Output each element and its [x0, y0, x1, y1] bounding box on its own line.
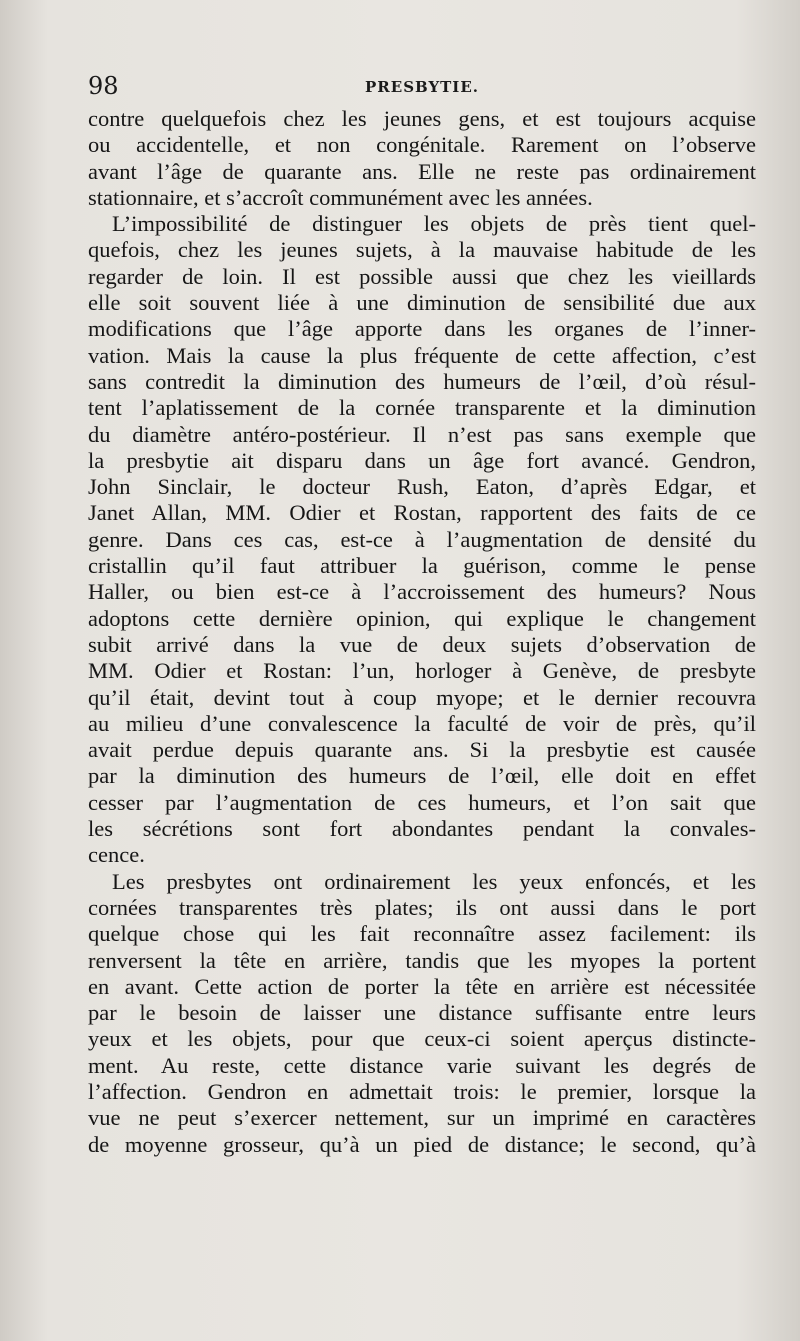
text-line: contre quelquefois chez les jeunes gens, et est toujours acquise [88, 106, 756, 131]
text-line: MM. Odier et Rostan: l’un, horloger à Genève, de presbyte [88, 658, 756, 684]
text-line: la presbytie ait disparu dans un âge fort avancé. Gendron, [88, 447, 756, 473]
running-head: PRESBYTIE. [365, 78, 479, 96]
text-line: L’impossibilité de distinguer les objets de près tient quel- [112, 211, 756, 237]
paragraph-2 [88, 211, 756, 868]
page-header [88, 70, 756, 104]
text-line: vue ne peut s’exercer nettement, sur un imprimé en caractères [88, 1105, 756, 1131]
text-line: renversent la tête en arrière, tandis que les myopes la portent [88, 947, 756, 973]
text-line: l’affection. Gendron en admettait trois: le premier, lorsque la [88, 1078, 756, 1104]
text-line: cornées transparentes très plates; ils ont aussi dans le port [88, 894, 756, 920]
text-line: Les presbytes ont ordinairement les yeux enfoncés, et les [112, 868, 756, 894]
text-line: de moyenne grosseur, qu’à un pied de distance; le second, qu’à [88, 1131, 756, 1157]
text-line: Haller, ou bien est-ce à l’accroissement des humeurs? Nous [88, 579, 756, 605]
text-line: ou accidentelle, et non congénitale. Rarement on l’observe [88, 132, 756, 158]
text-line: ment. Au reste, cette distance varie suivant les degrés de [88, 1052, 756, 1078]
text-line: cesser par l’augmentation de ces humeurs, et l’on sait que [88, 789, 756, 815]
paragraph-1 [88, 106, 756, 211]
text-line: John Sinclair, le docteur Rush, Eaton, d’après Edgar, et [88, 474, 756, 500]
text-line: les sécrétions sont fort abondantes pendant la convales- [88, 816, 756, 842]
text-line: genre. Dans ces cas, est-ce à l’augmentation de densité du [88, 526, 756, 552]
paragraph-3 [88, 869, 756, 1158]
text-line: modifications que l’âge apporte dans les organes de l’inner- [88, 316, 756, 342]
text-line: adoptons cette dernière opinion, qui explique le changement [88, 605, 756, 631]
text-line: quefois, chez les jeunes sujets, à la mauvaise habitude de les [88, 237, 756, 263]
text-line: du diamètre antéro-postérieur. Il n’est pas sans exemple que [88, 421, 756, 447]
text-line: regarder de loin. Il est possible aussi que chez les vieillards [88, 263, 756, 289]
text-line: cristallin qu’il faut attribuer la guérison, comme le pense [88, 553, 756, 579]
text-line: par le besoin de laisser une distance suffisante entre leurs [88, 1000, 756, 1026]
text-line: quelque chose qui les fait reconnaître assez facilement: ils [88, 921, 756, 947]
text-line: stationnaire, et s’accroît communément avec les années. [88, 184, 593, 210]
text-line: par la diminution des humeurs de l’œil, elle doit en effet [88, 763, 756, 789]
text-line: vation. Mais la cause la plus fréquente de cette affection, c’est [88, 342, 756, 368]
text-line: avait perdue depuis quarante ans. Si la presbytie est causée [88, 737, 756, 763]
text-line: en avant. Cette action de porter la tête en arrière est nécessitée [88, 973, 756, 999]
text-line: elle soit souvent liée à une diminution de sensibilité due aux [88, 290, 756, 316]
text-line: subit arrivé dans la vue de deux sujets d’observation de [88, 631, 756, 657]
page-number: 98 [88, 72, 119, 100]
text-line: tent l’aplatissement de la cornée transparente et la diminution [88, 395, 756, 421]
text-line: cence. [88, 842, 145, 868]
text-line: avant l’âge de quarante ans. Elle ne reste pas ordinairement [88, 158, 756, 184]
text-line: qu’il était, devint tout à coup myope; et le dernier recouvra [88, 684, 756, 710]
text-line: au milieu d’une convalescence la faculté de voir de près, qu’il [88, 710, 756, 736]
text-line: yeux et les objets, pour que ceux-ci soient aperçus distincte- [88, 1026, 756, 1052]
body-text [88, 106, 756, 1158]
text-line: sans contredit la diminution des humeurs de l’œil, d’où résul- [88, 368, 756, 394]
text-line: Janet Allan, MM. Odier et Rostan, rapportent des faits de ce [88, 500, 756, 526]
